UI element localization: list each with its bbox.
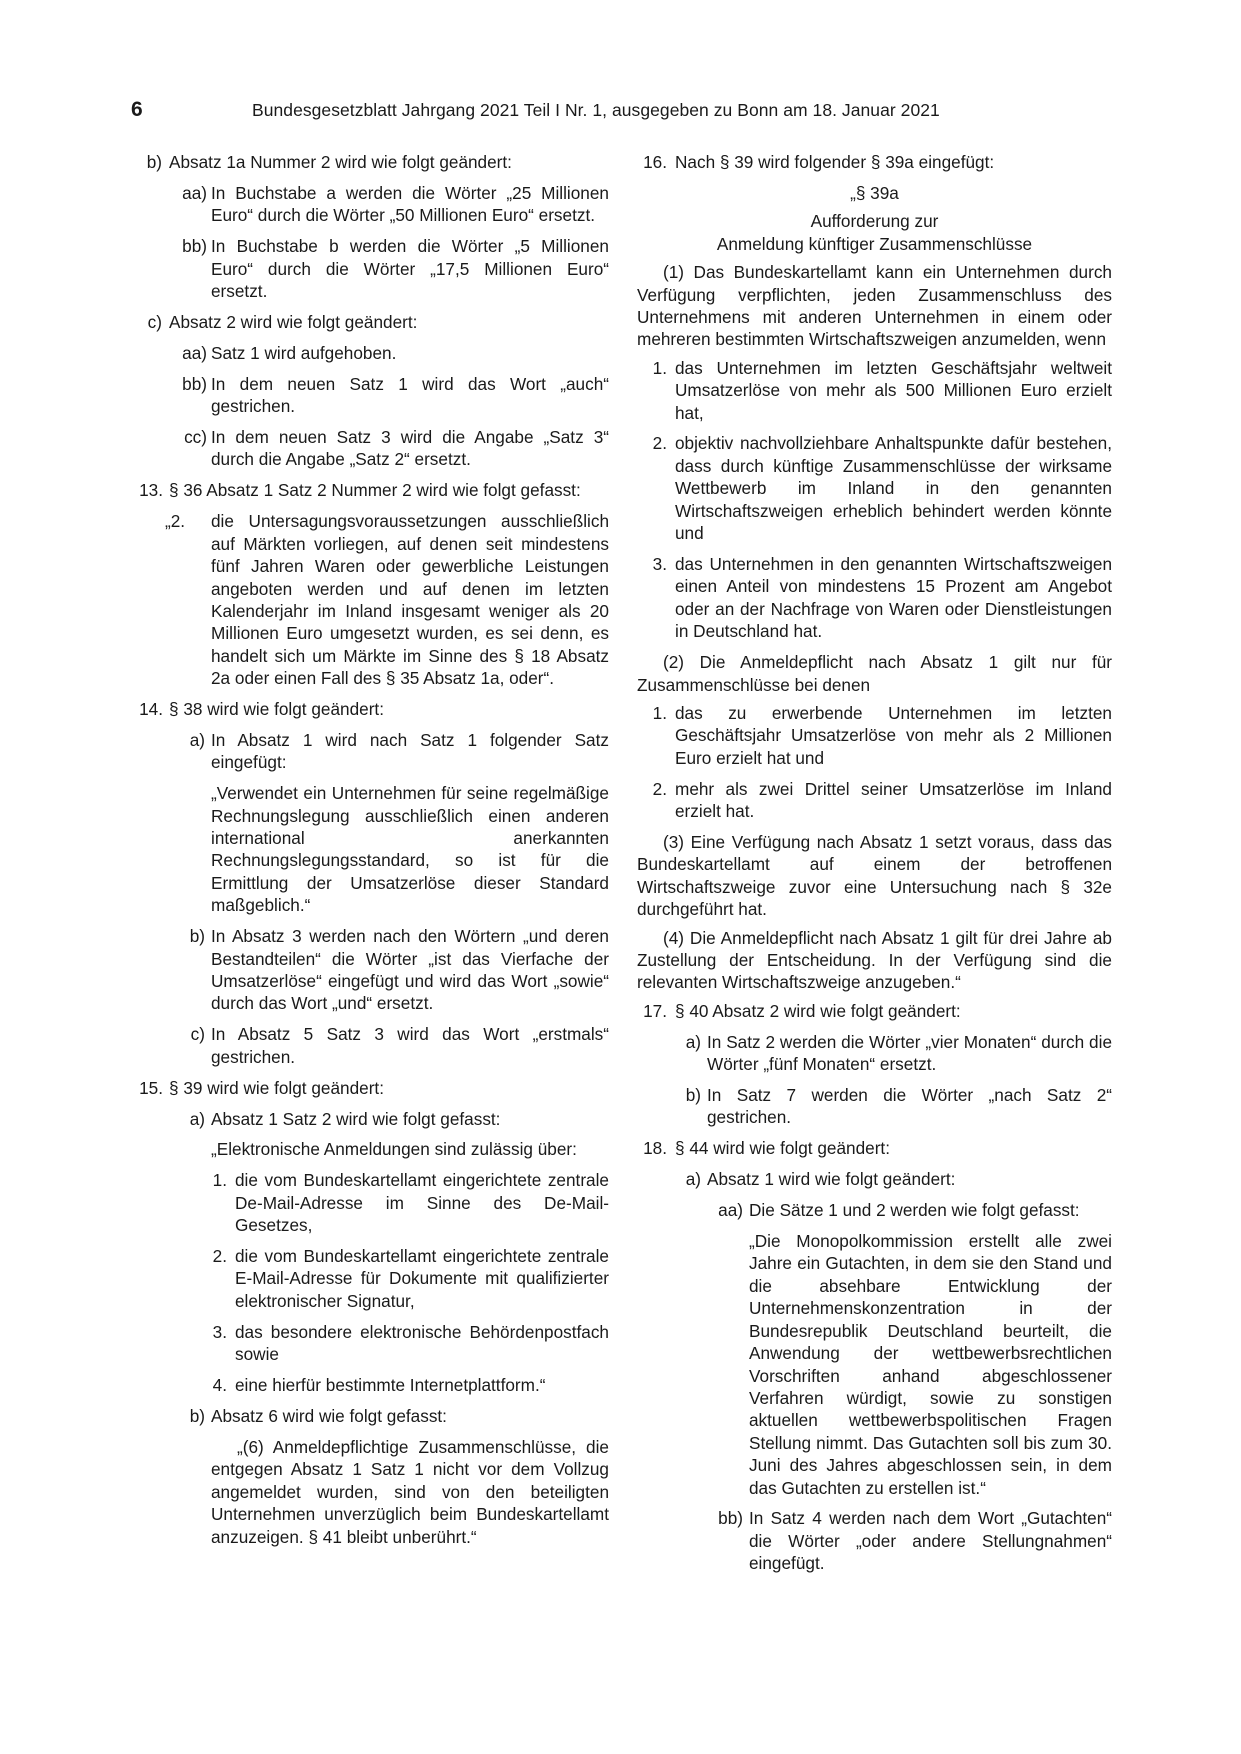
item-label: „2. [165, 511, 186, 532]
item-text: § 38 wird wie folgt geändert: [169, 699, 384, 720]
list-item [637, 702, 1112, 769]
item-label: 1. [212, 1170, 227, 1191]
item-text: § 36 Absatz 1 Satz 2 Nummer 2 wird wie folgt gefasst: [169, 480, 581, 501]
list-item [131, 510, 609, 689]
item-text: Absatz 1 Satz 2 wird wie folgt gefasst: [211, 1108, 501, 1129]
list-item [131, 1321, 609, 1366]
item-label: 18. [643, 1138, 667, 1159]
item-text: das Unternehmen im letzten Geschäftsjahr weltweit Umsatzerlöse von mehr als 500 Millionen Euro erzielt hat, [675, 357, 1112, 423]
list-item [637, 1168, 1112, 1190]
item-text: das zu erwerbende Unternehmen im letzten Geschäftsjahr Umsatzerlöse von mehr als 2 Millionen Euro erzielt hat und [675, 702, 1112, 768]
item-label: bb) [182, 373, 207, 394]
item-label: 3. [652, 554, 667, 574]
list-item [131, 1077, 609, 1099]
item-label: 2. [212, 1246, 227, 1267]
list-item [131, 1374, 609, 1396]
quote-paragraph: „(6) Anmeldepflichtige Zusammenschlüsse, die entgegen Absatz 1 Satz 1 nicht vor dem Vollzug angemeldet wurden, sind von den beteiligten Unternehmen unverzüglich beim Bundeskartellamt anzuzeigen. § 41 bleibt unberührt.“ [211, 1436, 609, 1547]
item-text: mehr als zwei Drittel seiner Umsatzerlöse im Inland erzielt hat. [675, 778, 1112, 822]
item-label: b) [189, 926, 205, 947]
item-label: a) [189, 729, 205, 750]
list-item [637, 151, 1112, 173]
item-text: In dem neuen Satz 3 wird die Angabe „Satz 3“ durch die Angabe „Satz 2“ ersetzt. [211, 427, 609, 470]
item-label: 4. [212, 1375, 227, 1396]
item-text: die vom Bundeskartellamt eingerichtete zentrale E-Mail-Adresse für Dokumente mit qualifizierter elektronischer Signatur, [235, 1246, 609, 1311]
item-text: die vom Bundeskartellamt eingerichtete zentrale De-Mail-Adresse im Sinne des De-Mail-Gesetzes, [235, 1170, 609, 1236]
paragraph: (2) Die Anmeldepflicht nach Absatz 1 gilt nur für Zusammenschlüsse bei denen [637, 652, 1112, 695]
list-item [131, 1169, 609, 1236]
list-item [637, 1084, 1112, 1129]
item-text: In Absatz 3 werden nach den Wörtern „und deren Bestandteilen“ die Wörter „ist das Vierfache der Umsatzerlöse“ eingefügt und wird das Wort „sowie“ durch das Wort „und“ ersetzt. [211, 926, 609, 1014]
item-text: objektiv nachvollziehbare Anhaltspunkte dafür bestehen, dass durch künftige Zusammenschlüsse der wirksame Wettbewerb im Inland in den genannten Wirtschaftszweigen erheblich behindert werden könnte und [675, 433, 1112, 544]
paragraph: (3) Eine Verfügung nach Absatz 1 setzt voraus, dass das Bundeskartellamt auf einem der betroffenen Wirtschaftszweige zuvor eine Untersuchung nach § 32e durchgeführt hat. [637, 831, 1112, 920]
running-head: Bundesgesetzblatt Jahrgang 2021 Teil I Nr. 1, ausgegeben zu Bonn am 18. Januar 2021 [252, 100, 940, 120]
list-item [131, 1245, 609, 1312]
quoted-text [749, 1230, 1112, 1499]
item-text: Absatz 2 wird wie folgt geändert: [169, 311, 418, 332]
item-label: cc) [184, 427, 207, 448]
list-item [131, 698, 609, 720]
item-text: In Buchstabe b werden die Wörter „5 Millionen Euro“ durch die Wörter „17,5 Millionen Euro“ ersetzt. [211, 236, 609, 302]
section-number: „§ 39a [850, 182, 899, 203]
list-item [131, 1405, 609, 1427]
item-text: § 40 Absatz 2 wird wie folgt geändert: [675, 1000, 961, 1021]
list-item [131, 311, 609, 333]
item-label: c) [147, 311, 162, 332]
paragraph: (1) Das Bundeskartellamt kann ein Unternehmen durch Verfügung verpflichten, jeden Zusammenschluss des Unternehmens mit anderen Unternehmen in einem oder mehreren bestimmten Wirtschaftszweigen anzumelden, wenn [637, 262, 1112, 350]
item-label: 13. [139, 480, 163, 501]
list-item [131, 342, 609, 364]
item-label: aa) [718, 1200, 743, 1221]
item-text: Absatz 1a Nummer 2 wird wie folgt geändert: [169, 152, 512, 172]
list-item [131, 1023, 609, 1068]
list-item [131, 925, 609, 1015]
list-item [637, 553, 1112, 643]
quoted-text [211, 1436, 609, 1548]
item-text: eine hierfür bestimmte Internetplattform.“ [235, 1375, 546, 1396]
section-title: Aufforderung zur [810, 211, 939, 232]
quote-paragraph: „Verwendet ein Unternehmen für seine regelmäßige Rechnungslegung ausschließlich einen anderen international anerkannten Rechnungslegungsstandard, so ist für die Ermittlung der Umsatzerlöse dieser Standard maßgeblich.“ [211, 783, 609, 916]
item-label: a) [189, 1108, 205, 1129]
item-text: In Satz 4 werden nach dem Wort „Gutachten“ die Wörter „oder andere Stellungnahmen“ eingefügt. [749, 1508, 1112, 1574]
item-label: b) [685, 1085, 701, 1106]
list-item [637, 1000, 1112, 1022]
list-item [131, 729, 609, 774]
item-text: Absatz 1 wird wie folgt geändert: [707, 1169, 956, 1190]
quote-paragraph: „Die Monopolkommission erstellt alle zwei Jahre ein Gutachten, in dem sie den Stand und die absehbare Entwicklung der Unternehmenskonzentration in der Bundesrepublik Deutschland beurteilt, die Anwendung der wettbewerbsrechtlichen Vorschriften anhand abgeschlossener Verfahren würdigt, sowie zu sonstigen aktuellen wettbewerbspolitischen Fragen Stellung nimmt. Das Gutachten soll bis zum 30. Juni des Jahres abgeschlossen sein, in dem das Gutachten zu erstellen ist.“ [749, 1231, 1112, 1498]
item-text: Absatz 6 wird wie folgt gefasst: [211, 1406, 447, 1426]
item-label: 2. [652, 778, 667, 799]
item-label: bb) [182, 236, 207, 257]
item-label: 15. [139, 1077, 163, 1098]
item-label: 2. [652, 433, 667, 454]
item-label: aa) [182, 182, 207, 203]
item-text: Nach § 39 wird folgender § 39a eingefügt: [675, 152, 995, 172]
paragraph: (4) Die Anmeldepflicht nach Absatz 1 gilt für drei Jahre ab Zustellung der Entscheidung. In der Verfügung sind die relevanten Wirtschaftszweige anzugeben.“ [637, 927, 1112, 993]
list-item [637, 1199, 1112, 1221]
quote-paragraph: „Elektronische Anmeldungen sind zulässig über: [211, 1139, 577, 1160]
list-item [131, 151, 609, 173]
item-text: die Untersagungsvoraussetzungen ausschließlich auf Märkten vorliegen, auf denen seit mindestens fünf Jahren Waren oder gewerbliche Leistungen angeboten werden und auf denen im letzten Kalenderjahr im Inland insgesamt weniger als 20 Millionen Euro umgesetzt wurden, es sei denn, es handelt sich um Märkte im Sinne des § 18 Absatz 2a oder einen Fall des § 35 Absatz 1a, oder“. [211, 511, 609, 689]
item-label: bb) [718, 1508, 743, 1529]
item-text: § 44 wird wie folgt geändert: [675, 1138, 890, 1159]
item-label: a) [685, 1031, 701, 1052]
item-label: 17. [643, 1000, 667, 1021]
item-label: 3. [212, 1321, 227, 1342]
item-text: das besondere elektronische Behördenpostfach sowie [235, 1321, 609, 1365]
item-label: b) [189, 1406, 205, 1426]
item-label: 14. [139, 699, 163, 720]
section-title: Anmeldung künftiger Zusammenschlüsse [716, 233, 1033, 254]
list-item [637, 432, 1112, 544]
item-label: a) [685, 1169, 701, 1190]
item-text: § 39 wird wie folgt geändert: [169, 1077, 384, 1098]
item-text: In Absatz 5 Satz 3 wird das Wort „erstmals“ gestrichen. [211, 1024, 609, 1067]
list-item [131, 1108, 609, 1130]
list-item [637, 1507, 1112, 1574]
item-label: 1. [652, 702, 667, 723]
list-item [637, 1137, 1112, 1159]
right-column [637, 151, 1112, 1583]
item-label: 16. [643, 152, 667, 172]
list-item [131, 373, 609, 418]
list-item [637, 357, 1112, 424]
item-label: b) [146, 152, 162, 172]
list-item [637, 778, 1112, 823]
list-item [131, 426, 609, 471]
item-label: aa) [182, 342, 207, 363]
page-number: 6 [131, 98, 143, 121]
item-label: c) [190, 1024, 205, 1045]
item-text: das Unternehmen in den genannten Wirtschaftszweigen einen Anteil von mindestens 15 Prozent am Angebot oder an der Nachfrage von Waren oder Dienstleistungen in Deutschland hat. [675, 554, 1112, 642]
item-text: In dem neuen Satz 1 wird das Wort „auch“ gestrichen. [211, 373, 609, 417]
list-item [131, 479, 609, 501]
list-item [131, 182, 609, 227]
page-header [0, 98, 1241, 128]
item-text: In Buchstabe a werden die Wörter „25 Millionen Euro“ durch die Wörter „50 Millionen Euro“ ersetzt. [211, 182, 609, 226]
list-item [637, 1031, 1112, 1076]
item-text: In Satz 7 werden die Wörter „nach Satz 2“ gestrichen. [707, 1085, 1112, 1128]
list-item [131, 235, 609, 302]
item-text: Die Sätze 1 und 2 werden wie folgt gefasst: [749, 1200, 1080, 1221]
quoted-text [211, 1138, 609, 1160]
left-column [131, 151, 609, 1556]
quoted-text [211, 782, 609, 916]
item-text: In Satz 2 werden die Wörter „vier Monaten“ durch die Wörter „fünf Monaten“ ersetzt. [707, 1031, 1112, 1075]
item-text: Satz 1 wird aufgehoben. [211, 342, 397, 363]
item-text: In Absatz 1 wird nach Satz 1 folgender Satz eingefügt: [211, 729, 609, 773]
item-label: 1. [652, 357, 667, 378]
